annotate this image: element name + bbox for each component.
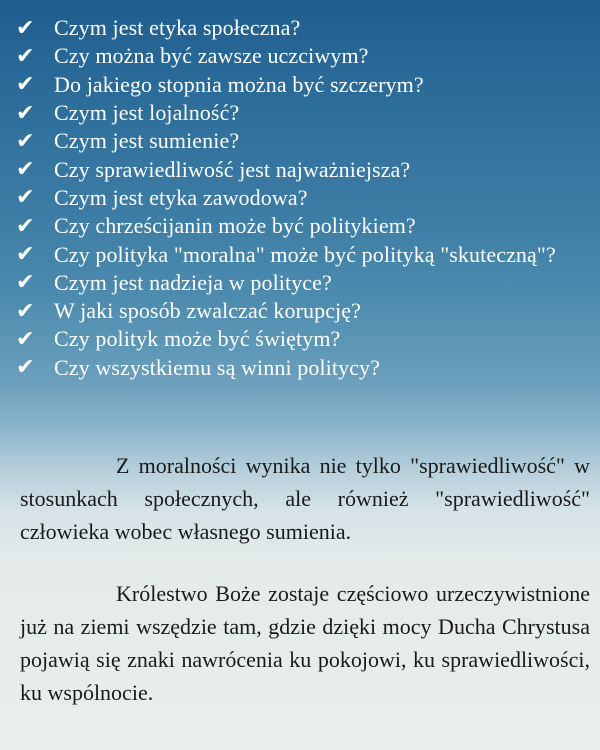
checklist-item-label: Czym jest etyka zawodowa? — [54, 184, 308, 210]
paragraph-morality: Z moralności wynika nie tylko "sprawiedliwość" w stosunkach społecznych, ale również "sprawiedliwość" człowieka wobec własnego sumienia. — [20, 453, 590, 544]
checklist-item — [0, 297, 556, 325]
body-text — [20, 449, 590, 709]
checklist-item — [0, 127, 556, 155]
checklist-item-label: Czym jest sumienie? — [54, 128, 240, 154]
checkmark-icon: ✔ — [16, 128, 35, 154]
checkmark-icon: ✔ — [16, 270, 35, 296]
checklist-item-label: Czy można być zawsze uczciwym? — [54, 43, 369, 69]
checklist-item — [0, 155, 556, 183]
checklist-item-label: Czy polityka "moralna" może być polityką "skuteczną"? — [54, 241, 556, 267]
checklist-item-label: W jaki sposób zwalczać korupcję? — [54, 298, 361, 324]
checkmark-icon: ✔ — [16, 242, 35, 268]
checkmark-icon: ✔ — [16, 100, 35, 126]
checklist-item — [0, 354, 556, 382]
checkmark-icon: ✔ — [16, 157, 35, 183]
checkmark-icon: ✔ — [16, 355, 35, 381]
checklist-item — [0, 240, 556, 268]
checklist-item-label: Czym jest lojalność? — [54, 100, 240, 126]
checklist-item-label: Czy polityk może być świętym? — [54, 326, 341, 352]
checklist-item-label: Czy wszystkiemu są winni politycy? — [54, 354, 381, 380]
checkmark-icon: ✔ — [16, 43, 35, 69]
question-checklist — [0, 14, 556, 382]
checklist-item — [0, 325, 556, 353]
checklist-item — [0, 184, 556, 212]
checklist-item-label: Do jakiego stopnia można być szczerym? — [54, 71, 424, 97]
paragraph-kingdom: Królestwo Boże zostaje częściowo urzeczywistnione już na ziemi wszędzie tam, gdzie dzięki mocy Ducha Chrystusa pojawią się znaki nawrócenia ku pokojowi, ku sprawiedliwości, ku wspólnocie. — [20, 581, 590, 705]
checklist-item — [0, 42, 556, 70]
checkmark-icon: ✔ — [16, 326, 35, 352]
checklist-item-label: Czy chrześcijanin może być politykiem? — [54, 213, 416, 239]
checklist-item — [0, 99, 556, 127]
checklist-item — [0, 269, 556, 297]
checkmark-icon: ✔ — [16, 298, 35, 324]
checkmark-icon: ✔ — [16, 72, 35, 98]
checklist-item-label: Czy sprawiedliwość jest najważniejsza? — [54, 156, 411, 182]
checklist-item — [0, 14, 556, 42]
checklist-item — [0, 212, 556, 240]
checkmark-icon: ✔ — [16, 213, 35, 239]
checklist-item-label: Czym jest etyka społeczna? — [54, 15, 301, 41]
checkmark-icon: ✔ — [16, 15, 35, 41]
checkmark-icon: ✔ — [16, 185, 35, 211]
checklist-item-label: Czym jest nadzieja w polityce? — [54, 269, 332, 295]
checklist-item — [0, 71, 556, 99]
